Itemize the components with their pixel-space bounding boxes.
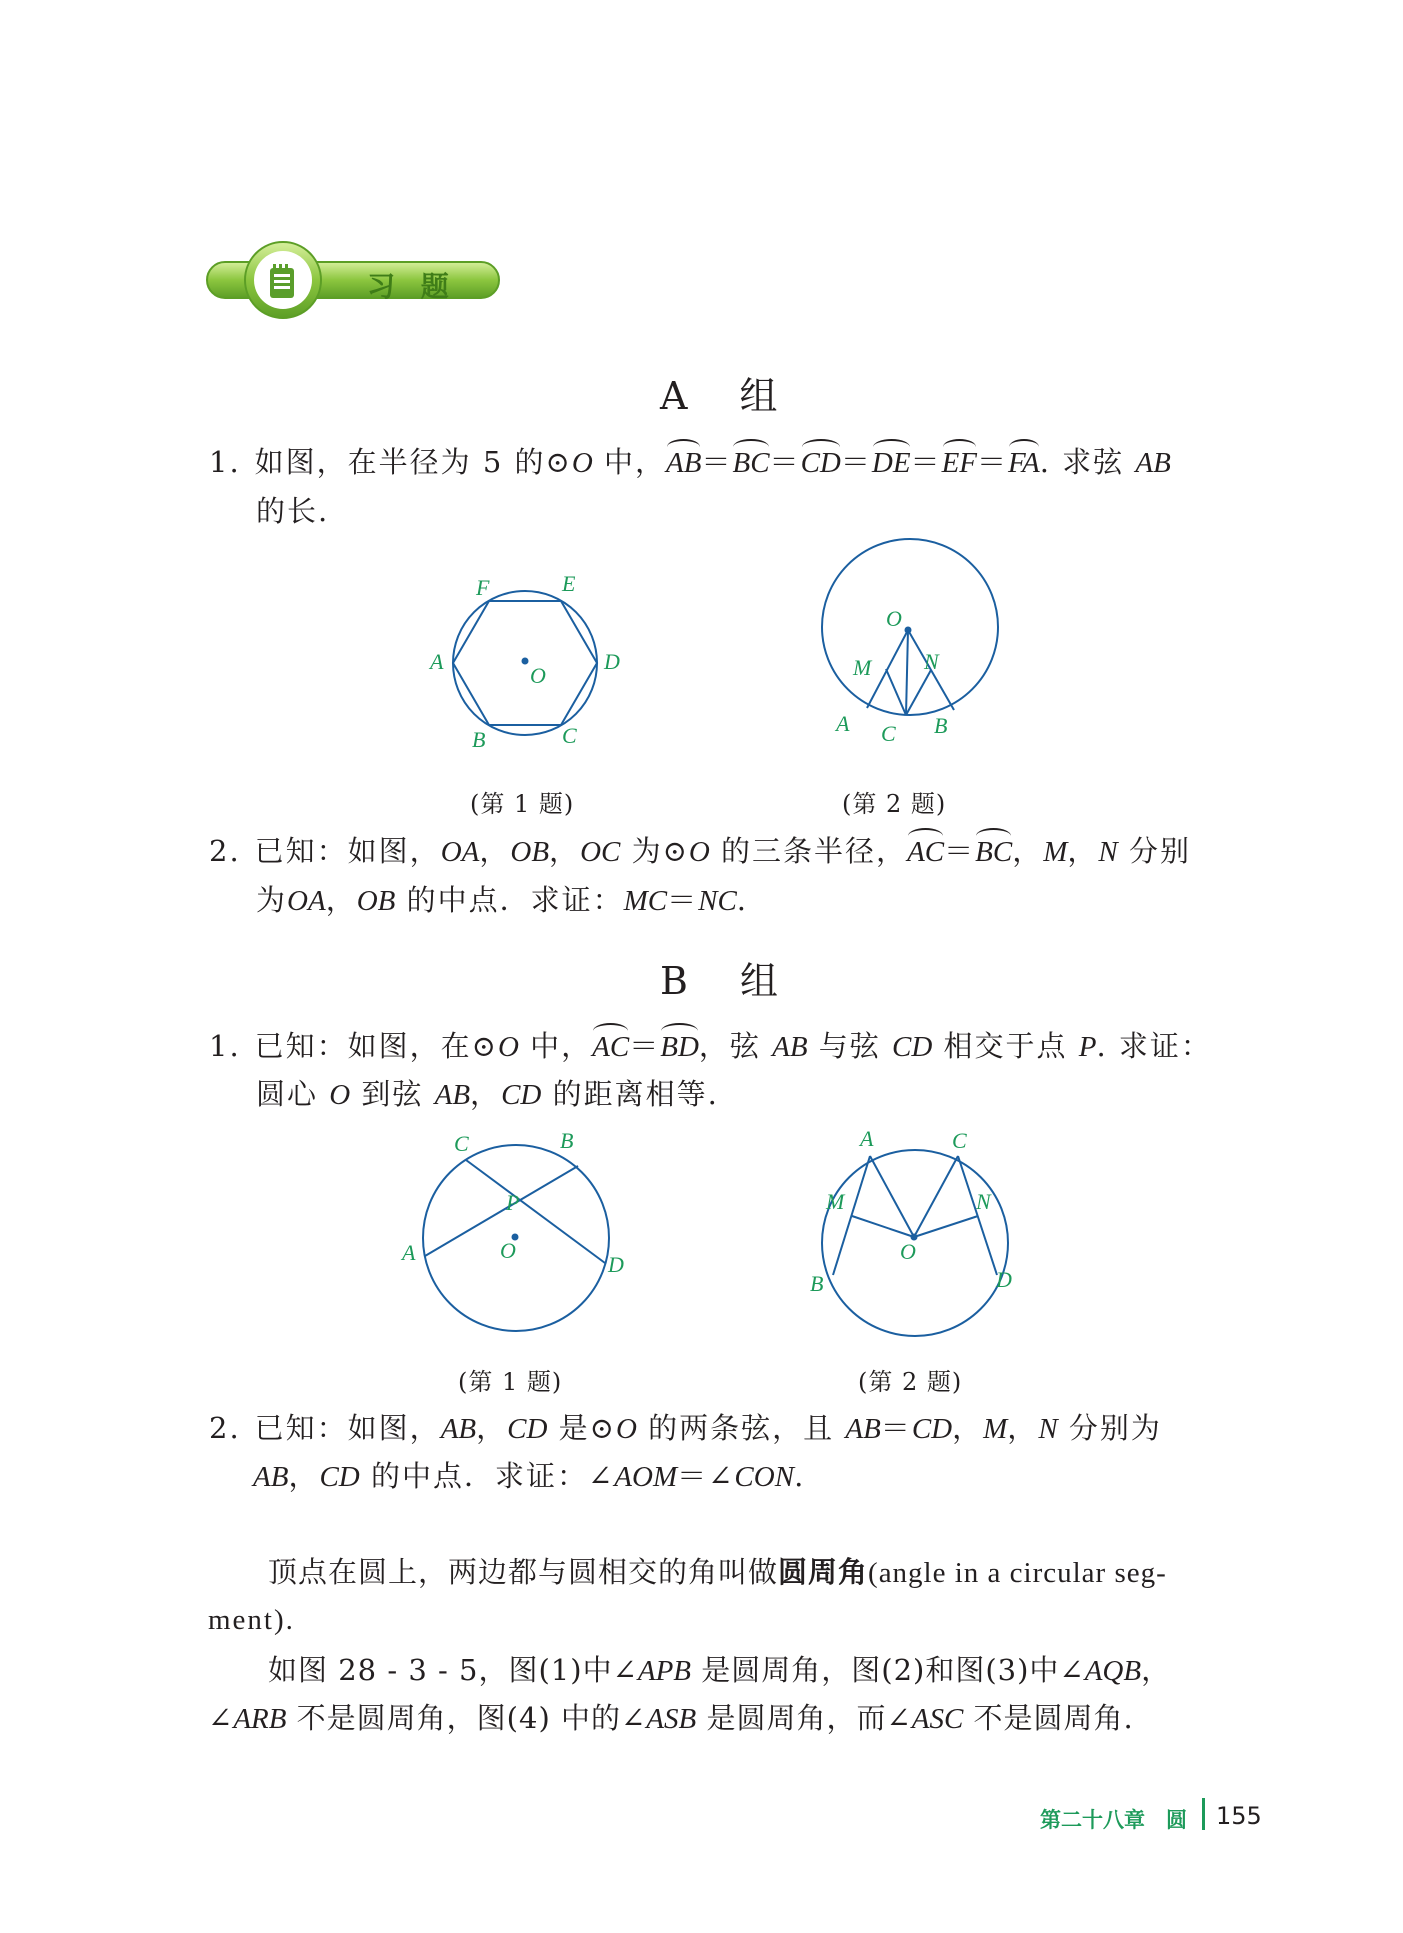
page-number: 155 <box>1216 1802 1262 1830</box>
figure-a2 <box>820 535 1000 755</box>
label-a: A <box>860 1126 874 1151</box>
body-paragraph-2-line2: ∠ARB 不是圆周角，图(4) 中的∠ASB 是圆周角，而∠ASC 不是圆周角. <box>208 1701 1134 1735</box>
question-a2-line2: 为OA，OB 的中点．求证：MC＝NC. <box>256 883 749 917</box>
group-a-title: A 组 <box>660 374 798 418</box>
label-c: C <box>952 1128 967 1153</box>
figure-a1 <box>420 565 640 765</box>
footer-chapter: 第二十八章 圆 <box>1040 1808 1187 1832</box>
label-d: D <box>608 1252 624 1277</box>
label-a: A <box>402 1240 416 1265</box>
label-o: O <box>886 606 902 631</box>
question-b2: 2. 已知：如图，AB，CD 是⊙O 的两条弦，且 AB＝CD，M，N 分别为 <box>209 1411 1162 1445</box>
label-c: C <box>454 1131 469 1156</box>
caption-a2: (第 2 题) <box>842 790 947 818</box>
label-m: M <box>826 1189 845 1214</box>
figure-b1 <box>400 1120 640 1340</box>
question-b2-line2: AB，CD 的中点．求证：∠AOM＝∠CON. <box>253 1459 806 1493</box>
label-b: B <box>560 1128 574 1153</box>
figure-b2 <box>810 1120 1030 1340</box>
label-m: M <box>853 655 872 680</box>
label-c: C <box>881 721 896 746</box>
caption-b1: (第 1 题) <box>458 1368 563 1396</box>
label-d: D <box>996 1267 1012 1292</box>
label-e: E <box>562 571 576 596</box>
question-a1: 1. 如图，在半径为 5 的⊙O 中，AB＝BC＝CD＝DE＝EF＝FA. 求弦 AB <box>209 445 1171 479</box>
exercise-banner <box>205 240 505 330</box>
question-a1-line2: 的长. <box>256 494 330 528</box>
label-n: N <box>976 1189 991 1214</box>
notebook-icon <box>267 262 299 300</box>
banner-title: 习 题 <box>367 270 457 303</box>
center-point <box>905 627 912 634</box>
body-paragraph-1-line2: ment). <box>208 1604 295 1636</box>
footer-divider <box>1202 1798 1205 1830</box>
circle <box>822 539 998 715</box>
question-b1-line2: 圆心 O 到弦 AB，CD 的距离相等. <box>256 1077 719 1111</box>
label-c: C <box>562 723 577 748</box>
label-b: B <box>934 713 948 738</box>
label-a: A <box>836 711 850 736</box>
label-f: F <box>476 575 490 600</box>
question-a2: 2. 已知：如图，OA，OB，OC 为⊙O 的三条半径，AC＝BC，M，N 分别 <box>209 834 1191 868</box>
caption-b2: (第 2 题) <box>858 1368 963 1396</box>
body-paragraph-1: 顶点在圆上，两边都与圆相交的角叫做圆周角(angle in a circular seg- <box>268 1555 1167 1589</box>
label-b: B <box>472 727 486 752</box>
question-b1: 1. 已知：如图，在⊙O 中，AC＝BD，弦 AB 与弦 CD 相交于点 P. 求证： <box>209 1029 1212 1063</box>
label-d: D <box>604 649 620 674</box>
label-o: O <box>530 663 546 688</box>
label-p: P <box>506 1190 520 1215</box>
label-b: B <box>810 1271 824 1296</box>
group-b-title: B 组 <box>660 959 799 1003</box>
banner-graphic <box>205 240 505 330</box>
label-o: O <box>900 1239 916 1264</box>
label-o: O <box>500 1238 516 1263</box>
label-n: N <box>924 649 939 674</box>
body-paragraph-2: 如图 28 - 3 - 5，图(1)中∠APB 是圆周角，图(2)和图(3)中∠AQB， <box>268 1653 1172 1687</box>
center-point <box>522 658 529 665</box>
label-a: A <box>430 649 444 674</box>
caption-a1: (第 1 题) <box>470 790 575 818</box>
